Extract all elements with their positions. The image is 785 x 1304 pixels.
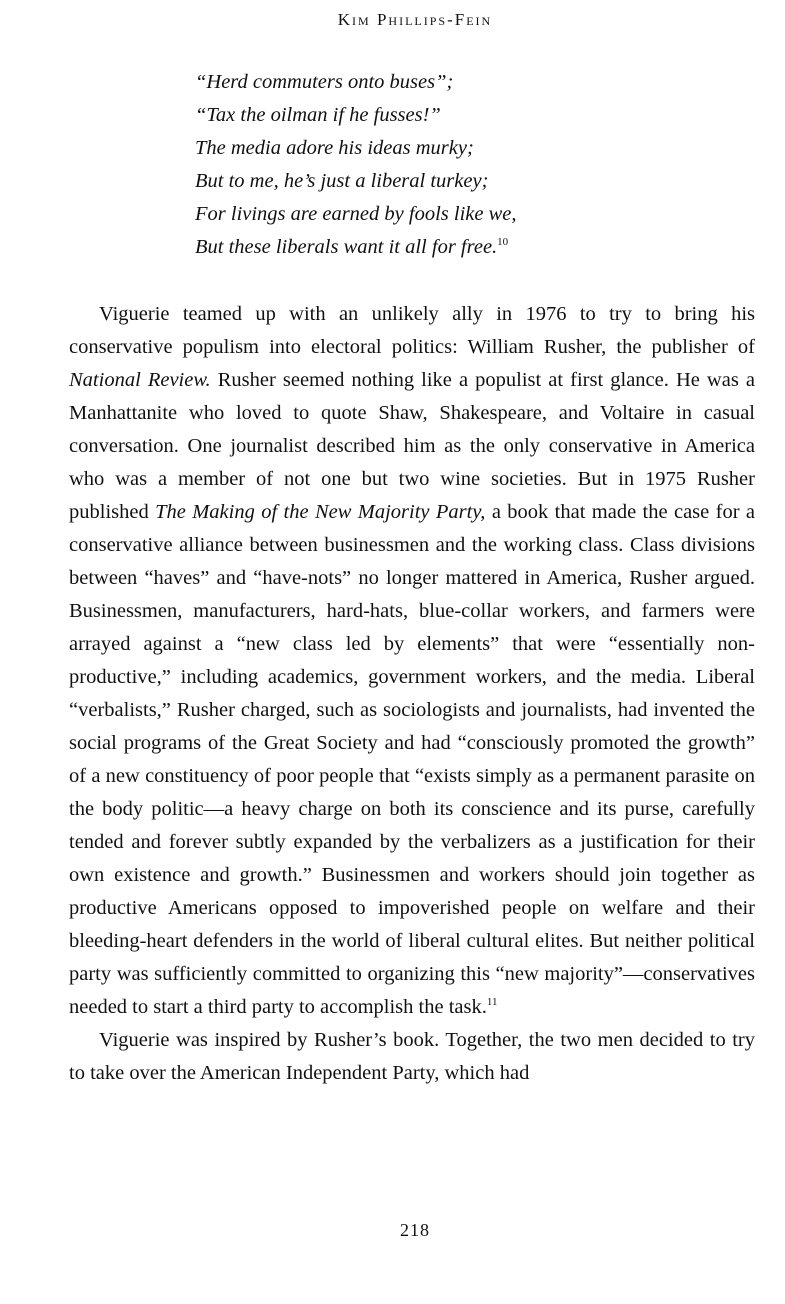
paragraph-text: Viguerie teamed up with an unlikely ally in 1976 to try to bring his conservative populism into electoral politics: William Rusher, the publisher of (69, 303, 755, 358)
italic-title: The Making of the New Majority Party, (155, 501, 486, 523)
verse-line: “Herd commuters onto buses”; (195, 71, 454, 93)
page-number: 218 (400, 1220, 430, 1240)
footnote-marker: 10 (497, 236, 509, 249)
paragraph (69, 298, 755, 1024)
verse-line: The media adore his ideas murky; (195, 137, 474, 159)
italic-title: National Review. (69, 369, 211, 391)
verse-block (195, 66, 715, 264)
verse-line: “Tax the oilman if he fusses!” (195, 104, 441, 126)
verse-line: But to me, he’s just a liberal turkey; (195, 170, 489, 192)
body-text (69, 298, 755, 1090)
verse-line-last (195, 231, 715, 264)
running-head: Kim Phillips-Fein (337, 10, 493, 29)
paragraph-text: a book that made the case for a conservative alliance between businessmen and the working class. Class divisions between “haves” and “have-nots” no longer mattered in America, Rusher argued. Businessmen, manufacturers, hard-hats, blue-collar workers, and farmers were arrayed against a “new class led by elements” that were “essentially nonproductive,” including academics, government workers, and the media. Liberal “verbalists,” Rusher charged, such as sociologists and journalists, had invented the social programs of the Great Society and had “consciously promoted the growth” of a new constituency of poor people that “exists simply as a permanent parasite on the body politic—a heavy charge on both its conscience and its purse, carefully tended and forever subtly expanded by the verbalizers as a justification for their own existence and growth.” Businessmen and workers should join together as productive Americans opposed to impoverished people on welfare and their bleeding-heart defenders in the world of liberal cultural elites. But neither political party was sufficiently committed to organizing this “new majority”—conservatives needed to start a third party to accomplish the task. (69, 501, 755, 1018)
verse-line-text: But these liberals want it all for free. (195, 236, 498, 258)
paragraph-text: Rusher seemed nothing like a populist at first glance. He was a Manhattanite who loved to quote Shaw, Shakespeare, and Voltaire in casual conversation. One journalist described him as the only conservative in America who was a member of not one but two wine societies. But in 1975 Rusher published (69, 369, 755, 523)
verse-line: For livings are earned by fools like we, (195, 203, 517, 225)
paragraph: Viguerie was inspired by Rusher’s book. Together, the two men decided to try to take over the American Independent Party, which had (69, 1029, 755, 1084)
footnote-marker: 11 (486, 996, 498, 1009)
